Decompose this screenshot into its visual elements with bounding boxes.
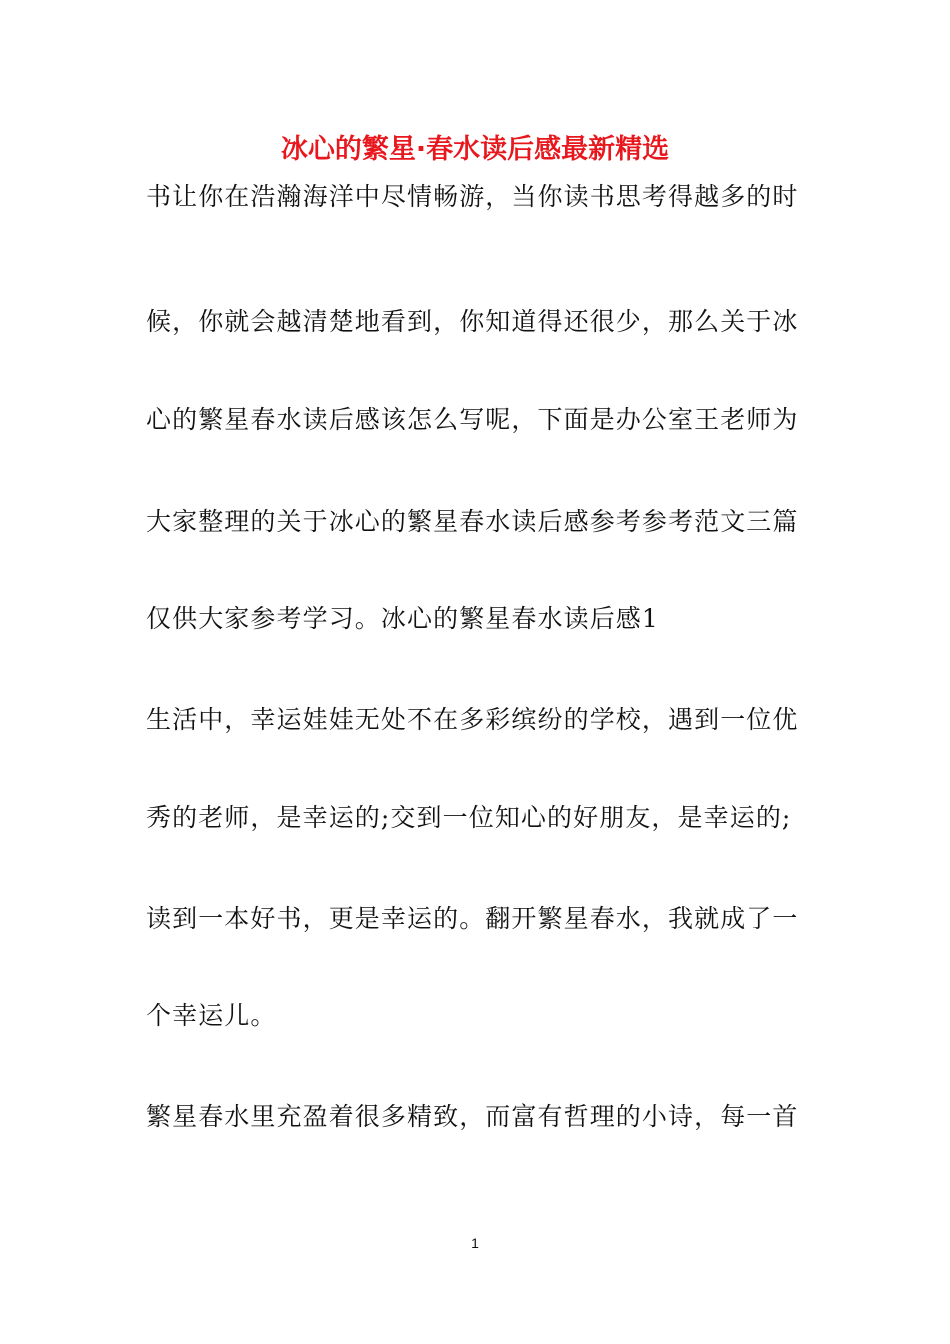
text-line: 心的繁星春水读后感该怎么写呢，下面是办公室王老师为	[146, 405, 799, 434]
text-line: 繁星春水里充盈着很多精致，而富有哲理的小诗，每一首	[146, 1102, 799, 1131]
text-line: 个幸运儿。	[146, 1001, 277, 1030]
text-line: 候，你就会越清楚地看到，你知道得还很少，那么关于冰	[146, 307, 799, 336]
text-line: 仅供大家参考学习。冰心的繁星春水读后感1	[146, 604, 659, 633]
document-title: 冰心的繁星·春水读后感最新精选	[280, 134, 670, 165]
text-line: 秀的老师，是幸运的;交到一位知心的好朋友，是幸运的;	[146, 803, 792, 832]
text-line: 生活中，幸运娃娃无处不在多彩缤纷的学校，遇到一位优	[146, 705, 799, 734]
text-line: 书让你在浩瀚海洋中尽情畅游，当你读书思考得越多的时	[146, 182, 799, 211]
text-line: 读到一本好书，更是幸运的。翻开繁星春水，我就成了一	[146, 904, 799, 933]
page-number: 1	[471, 1235, 479, 1251]
text-line: 大家整理的关于冰心的繁星春水读后感参考参考范文三篇	[146, 507, 799, 536]
